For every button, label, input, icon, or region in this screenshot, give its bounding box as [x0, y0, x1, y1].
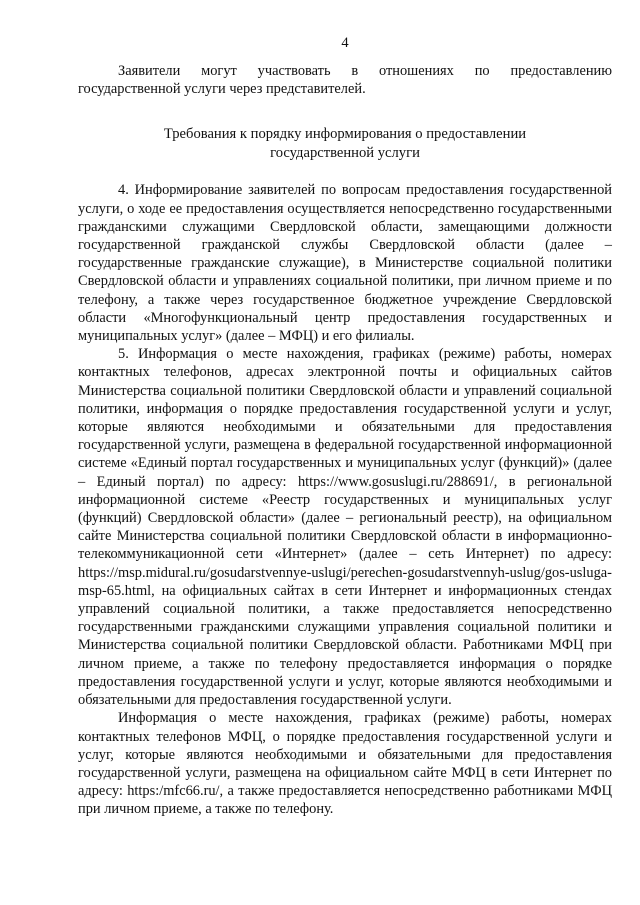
document-page — [78, 34, 612, 819]
paragraph-mfc-info: Информация о месте нахождения, графиках (режиме) работы, номерах контактных телефонов МФЦ, о порядке предоставления государственной услуги и услуг, которые являются необходимыми и обязательными для предоставления государственной услуги, размещена на официальном сайте МФЦ в сети Интернет по адресу: https:/mfc66.ru/, а также предоставляется непосредственно работниками МФЦ при личном приеме, а также по телефону. — [78, 710, 612, 818]
paragraph-item-4: 4. Информирование заявителей по вопросам предоставления государственной услуги, о ходе ее предоставления осуществляется непосредственно государственными гражданскими служащими Свердловской области, замещающими должности государственной гражданской службы Свердловской области (далее – государственные гражданские служащие), в Министерстве социальной политики Свердловской области и управлениях социальной политики, при личном приеме и по телефону, а также через государственное бюджетное учреждение Свердловской области «Многофункциональный центр предоставления государственных и муниципальных услуг» (далее – МФЦ) и его филиалы. — [78, 182, 612, 345]
paragraph-item-5: 5. Информация о месте нахождения, графиках (режиме) работы, номерах контактных телефонов, адресах электронной почты и официальных сайтов Министерства социальной политики Свердловской области и управлений социальной политики, информация о порядке предоставления государственной услуги и услуг, которые являются необходимыми и обязательными для предоставления государственной услуги, размещена в федеральной государственной информационной системе «Единый портал государственных и муниципальных услуг (функций)» (далее – Единый портал) по адресу: https://www.gosuslugi.ru/288691/, в региональной информационной системе «Реестр государственных и муниципальных услуг (функций) Свердловской области» (далее – региональный реестр), на официальном сайте Министерства социальной политики Свердловской области в информационно-телекоммуникационной сети «Интернет» (далее – сеть Интернет) по адресу: https://msp.midural.ru/gosudarstvennye-uslugi/perechen-gosudarstvennyh-uslug/gos-usluga-msp-65.html, на официальных сайтах в сети Интернет и информационных стендах управлений социальной политики, а также предоставляется непосредственно государственными гражданскими служащими управления социальной политики и Министерства социальной политики Свердловской области. Работниками МФЦ при личном приеме, а также по телефону предоставляется информация о порядке предоставления государственной услуги и услуг, которые являются необходимыми и обязательными для предоставления государственной услуги. — [78, 346, 612, 709]
section-title-line-2: государственной услуги — [270, 144, 420, 161]
page-number: 4 — [341, 35, 349, 51]
intro-paragraph: Заявители могут участвовать в отношениях по предоставлению государственной услуги через представителей. — [78, 63, 612, 98]
section-title-line-1: Требования к порядку информирования о предоставлении — [163, 126, 527, 143]
section-title — [78, 125, 612, 162]
